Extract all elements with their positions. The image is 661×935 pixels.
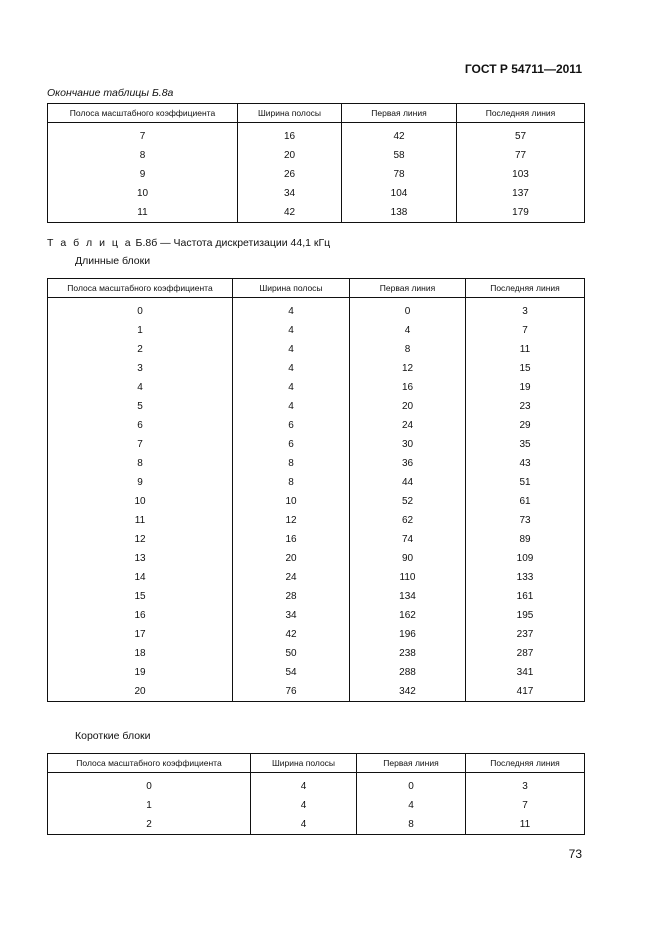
table-cell: 42 [342,123,457,147]
table-cell: 35 [466,435,585,454]
column-header: Первая линия [342,104,457,123]
table-cell: 76 [233,682,350,702]
table-row [48,606,585,625]
table-row [48,203,585,223]
table-cell: 54 [233,663,350,682]
table-cell: 4 [233,340,350,359]
table-cell: 196 [350,625,466,644]
table-row [48,454,585,473]
table-cell: 2 [48,340,233,359]
table-cell: 7 [48,435,233,454]
table-cell: 61 [466,492,585,511]
table-cell: 42 [238,203,342,223]
table-cell: 162 [350,606,466,625]
table-cell: 24 [350,416,466,435]
table-cell: 3 [466,298,585,322]
table-row [48,359,585,378]
table-cell: 19 [48,663,233,682]
table-cell: 16 [350,378,466,397]
table-cell: 14 [48,568,233,587]
table-cell: 6 [48,416,233,435]
table-cell: 8 [48,454,233,473]
table-cell: 18 [48,644,233,663]
table-row [48,815,585,835]
long-blocks-caption: Длинные блоки [75,255,151,267]
table-cell: 12 [350,359,466,378]
table-row [48,184,585,203]
table-cell: 4 [350,321,466,340]
table-cell: 8 [233,454,350,473]
table-cell: 4 [251,773,357,797]
table-cell: 26 [238,165,342,184]
table-cell: 20 [350,397,466,416]
table-cell: 341 [466,663,585,682]
table-cell: 58 [342,146,457,165]
table-row [48,378,585,397]
table-header-row [48,279,585,298]
column-header: Ширина полосы [238,104,342,123]
table-row [48,587,585,606]
table-b8b-long-blocks [47,278,585,702]
table-cell: 134 [350,587,466,606]
table-row [48,416,585,435]
table-title [47,237,330,249]
table-row [48,682,585,702]
table-cell: 30 [350,435,466,454]
table-b8a-end [47,103,585,223]
table-cell: 17 [48,625,233,644]
table-row [48,796,585,815]
table-label: Т а б л и ц а [47,237,133,249]
table-row [48,511,585,530]
table-cell: 12 [48,530,233,549]
table-cell: 2 [48,815,251,835]
table-cell: 10 [48,492,233,511]
table-row [48,123,585,147]
table-cell: 89 [466,530,585,549]
table-cell: 44 [350,473,466,492]
table-cell: 238 [350,644,466,663]
column-header: Последняя линия [466,754,585,773]
table-title-text: Б.8б — Частота дискретизации 44,1 кГц [135,237,331,249]
table-cell: 34 [233,606,350,625]
short-blocks-caption: Короткие блоки [75,730,151,742]
table-cell: 103 [457,165,585,184]
table-cell: 237 [466,625,585,644]
table-cell: 50 [233,644,350,663]
column-header: Полоса масштабного коэффициента [48,754,251,773]
table-cell: 7 [48,123,238,147]
table-cell: 13 [48,549,233,568]
table-header-row [48,754,585,773]
table-cell: 10 [48,184,238,203]
table-cell: 77 [457,146,585,165]
column-header: Первая линия [357,754,466,773]
table-row [48,473,585,492]
table-cell: 6 [233,435,350,454]
table-row [48,321,585,340]
table-cell: 0 [48,298,233,322]
table-cell: 90 [350,549,466,568]
table-cell: 4 [233,359,350,378]
table-cell: 20 [233,549,350,568]
table-cell: 15 [466,359,585,378]
table-cell: 4 [233,397,350,416]
table-row [48,340,585,359]
table-cell: 52 [350,492,466,511]
table-cell: 8 [357,815,466,835]
table-cell: 342 [350,682,466,702]
table-cell: 20 [48,682,233,702]
table-cell: 4 [48,378,233,397]
table-cell: 73 [466,511,585,530]
table-cell: 104 [342,184,457,203]
column-header: Последняя линия [457,104,585,123]
table-cell: 11 [466,340,585,359]
column-header: Полоса масштабного коэффициента [48,104,238,123]
table-cell: 57 [457,123,585,147]
table-row [48,435,585,454]
table-cell: 42 [233,625,350,644]
table-row [48,492,585,511]
table-cell: 20 [238,146,342,165]
table-row [48,530,585,549]
table-cell: 1 [48,321,233,340]
table-cell: 109 [466,549,585,568]
table-cell: 7 [466,321,585,340]
table-cell: 137 [457,184,585,203]
table-cell: 16 [48,606,233,625]
table-row [48,773,585,797]
table-b8b-short-blocks [47,753,585,835]
table-cell: 19 [466,378,585,397]
table-cell: 4 [251,796,357,815]
table-cell: 287 [466,644,585,663]
table-cell: 4 [251,815,357,835]
table-cell: 138 [342,203,457,223]
document-code: ГОСТ Р 54711—2011 [464,62,582,76]
table-cell: 110 [350,568,466,587]
table-cell: 15 [48,587,233,606]
table-continuation-caption: Окончание таблицы Б.8а [47,87,174,99]
table-cell: 1 [48,796,251,815]
table-cell: 195 [466,606,585,625]
table-cell: 29 [466,416,585,435]
table-cell: 10 [233,492,350,511]
table-cell: 12 [233,511,350,530]
table-cell: 7 [466,796,585,815]
table-cell: 36 [350,454,466,473]
table-row [48,146,585,165]
table-cell: 62 [350,511,466,530]
table-cell: 5 [48,397,233,416]
table-cell: 51 [466,473,585,492]
table-row [48,644,585,663]
table-cell: 4 [233,298,350,322]
column-header: Полоса масштабного коэффициента [48,279,233,298]
table-cell: 8 [233,473,350,492]
table-row [48,663,585,682]
table-row [48,165,585,184]
table-cell: 78 [342,165,457,184]
table-cell: 11 [466,815,585,835]
table-cell: 4 [233,321,350,340]
table-cell: 288 [350,663,466,682]
table-cell: 43 [466,454,585,473]
table-cell: 161 [466,587,585,606]
column-header: Ширина полосы [251,754,357,773]
table-cell: 23 [466,397,585,416]
table-cell: 0 [48,773,251,797]
table-row [48,625,585,644]
table-cell: 4 [233,378,350,397]
table-cell: 9 [48,165,238,184]
table-cell: 9 [48,473,233,492]
table-row [48,397,585,416]
table-cell: 74 [350,530,466,549]
table-cell: 4 [357,796,466,815]
table-cell: 133 [466,568,585,587]
table-cell: 8 [48,146,238,165]
column-header: Первая линия [350,279,466,298]
table-row [48,568,585,587]
table-cell: 0 [350,298,466,322]
table-cell: 6 [233,416,350,435]
table-cell: 24 [233,568,350,587]
table-cell: 16 [238,123,342,147]
column-header: Ширина полосы [233,279,350,298]
table-cell: 34 [238,184,342,203]
table-row [48,298,585,322]
table-cell: 179 [457,203,585,223]
table-header-row [48,104,585,123]
table-cell: 16 [233,530,350,549]
page-number: 73 [568,847,582,861]
table-cell: 3 [466,773,585,797]
table-cell: 8 [350,340,466,359]
table-cell: 0 [357,773,466,797]
table-cell: 11 [48,203,238,223]
table-cell: 11 [48,511,233,530]
column-header: Последняя линия [466,279,585,298]
table-cell: 28 [233,587,350,606]
table-cell: 3 [48,359,233,378]
table-cell: 417 [466,682,585,702]
table-row [48,549,585,568]
